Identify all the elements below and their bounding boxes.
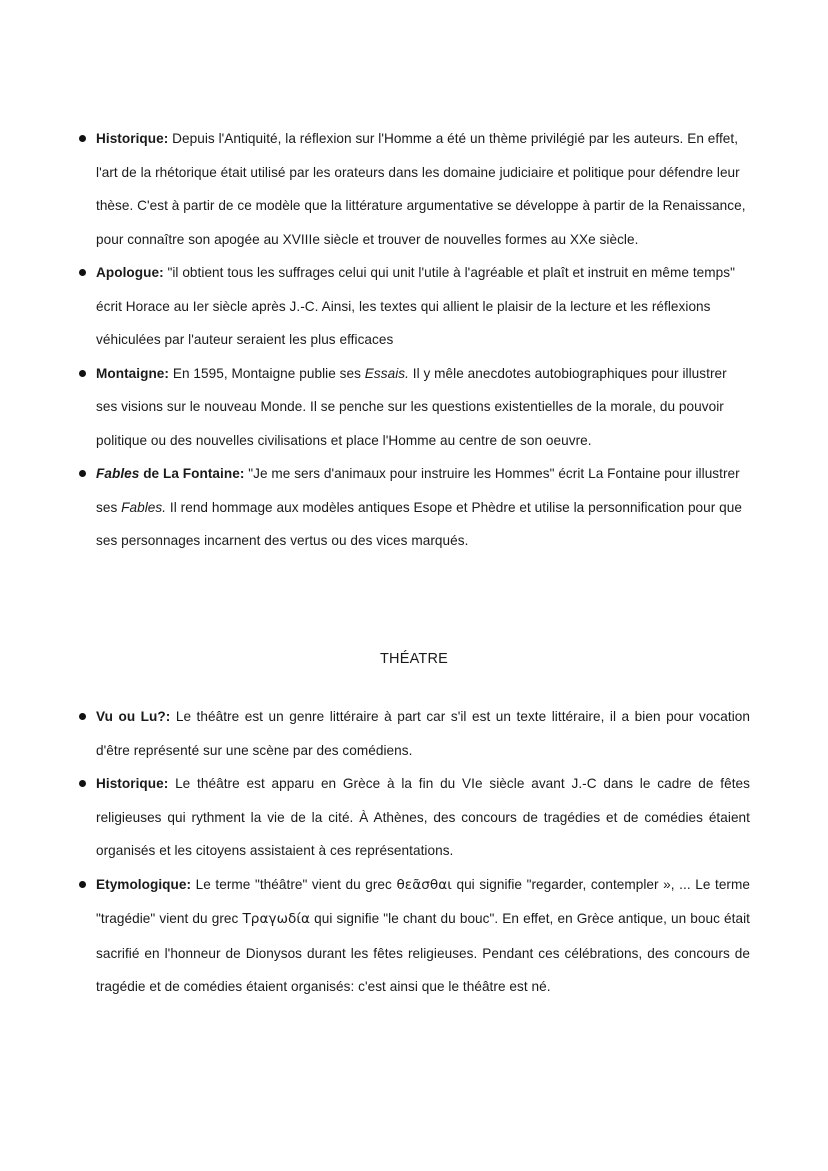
- item-text: Depuis l'Antiquité, la réflexion sur l'Homme a été un thème privilégié par les auteurs. En effet, l'art de la rhétorique était utilisé par les orateurs dans les domaine judiciaire et politique pour défendre leur thèse. C'est à partir de ce modèle que la littérature argumentative se développe à partir de la Renaissance, pour connaître son apogée au XVIIIe siècle et trouver de nouvelles formes au XXe siècle.: [96, 131, 746, 247]
- item-term-italic: Fables: [96, 466, 140, 481]
- item-term: Montaigne:: [96, 365, 169, 381]
- item-text: "Je me sers d'animaux pour instruire les Hommes" écrit La Fontaine pour illustrer ses: [96, 466, 740, 515]
- greek-word-theasthai: θεᾶσθαι: [396, 876, 452, 893]
- section-heading: THÉATRE: [380, 651, 448, 667]
- item-text: Le terme "théâtre" vient du grec: [191, 876, 397, 892]
- item-text-end: qui signifie "le chant du bouc". En effet, en Grèce antique, un bouc était sacrifié en l'honneur de Dionysos durant les fêtes religieuses. Pendant ces célébrations, des concours de tragédie et de comédies étaient organisés: c'est ainsi que le théâtre est né.: [96, 911, 750, 994]
- item-text: Le théâtre est un genre littéraire à part car s'il est un texte littéraire, il a bien pour vocation d'être représenté sur une scène par des comédiens.: [96, 709, 751, 758]
- bullet-icon: [79, 780, 86, 787]
- list-item-etymologique: [96, 868, 750, 1004]
- theatre-bullet-list: [96, 700, 750, 1004]
- item-text-continued: qui signifie "regarder, contempler », ... Le terme "tragédie" vient du grec: [96, 876, 750, 926]
- list-item-vu-ou-lu: [96, 700, 750, 767]
- bullet-icon: [79, 269, 86, 276]
- item-text-continued: Il y mêle anecdotes autobiographiques pour illustrer ses visions sur le nouveau Monde. Il se penche sur les questions existentielles de la morale, du pouvoir politique ou des nouvelles civilisations et place l'Homme au centre de son oeuvre.: [96, 365, 727, 448]
- item-term: Etymologique:: [96, 876, 192, 892]
- list-item-fables: [96, 457, 750, 558]
- intro-bullet-list: [96, 122, 750, 558]
- list-item-apologue: [96, 256, 750, 357]
- item-term: Vu ou Lu?:: [96, 709, 171, 724]
- bullet-icon: [79, 470, 86, 477]
- bullet-icon: [79, 370, 86, 377]
- item-term: de La Fontaine:: [139, 466, 245, 481]
- bullet-icon: [79, 881, 86, 888]
- list-item-montaigne: [96, 357, 750, 458]
- bullet-icon: [79, 135, 86, 142]
- item-text-continued: Il rend hommage aux modèles antiques Esope et Phèdre et utilise la personnification pour que ses personnages incarnent des vertus ou des vices marqués.: [96, 499, 743, 548]
- item-italic-title: Essais.: [364, 365, 409, 381]
- item-term: Historique:: [96, 131, 169, 146]
- item-text: Le théâtre est apparu en Grèce à la fin du VIe siècle avant J.-C dans le cadre de fêtes religieuses qui rythment la vie de la cité. À Athènes, des concours de tragédies et de comédies étaient organisés et les citoyens assistaient à ces représentations.: [96, 776, 750, 858]
- greek-word-tragodia: Tραγωδία: [242, 911, 311, 927]
- item-text: En 1595, Montaigne publie ses: [169, 365, 365, 381]
- item-term: Historique:: [96, 776, 169, 791]
- list-item-historique: [96, 122, 750, 256]
- list-item-historique-theatre: [96, 767, 750, 868]
- item-italic-title: Fables.: [121, 499, 167, 515]
- bullet-icon: [79, 713, 86, 720]
- item-text: "il obtient tous les suffrages celui qui unit l'utile à l'agréable et plaît et instruit en même temps" écrit Horace au Ier siècle après J.-C. Ainsi, les textes qui allient le plaisir de la lecture et les réflexions véhiculées par l'auteur seraient les plus efficaces: [96, 265, 735, 347]
- item-term: Apologue:: [96, 265, 164, 280]
